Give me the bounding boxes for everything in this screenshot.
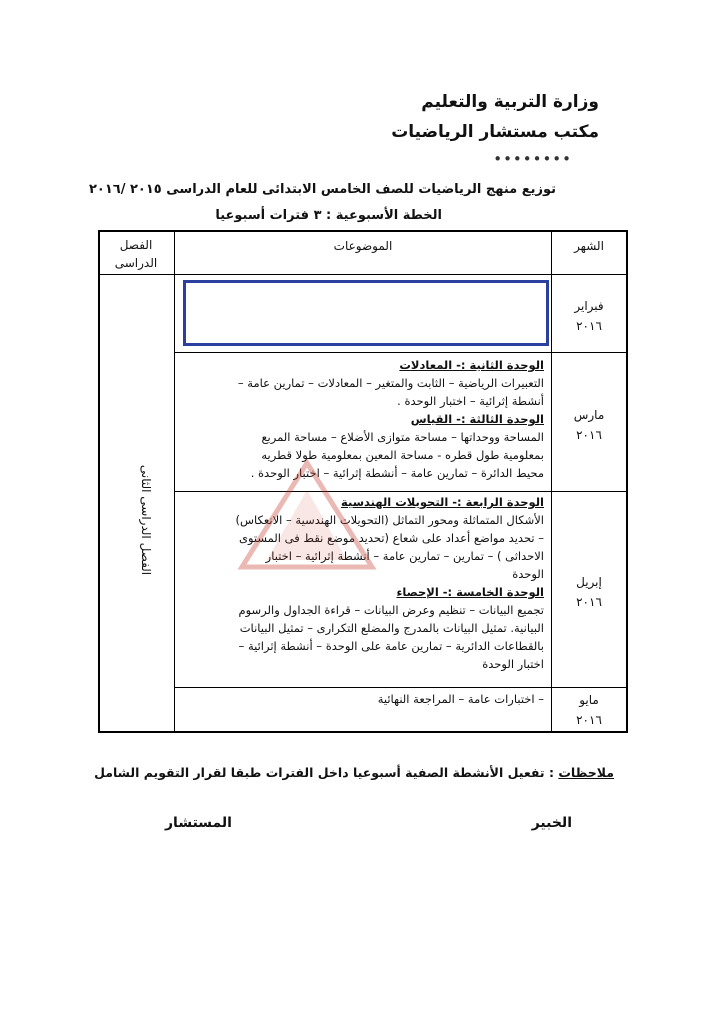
unit-title: الوحدة الرابعة :- التحويلات الهندسية: [341, 495, 544, 509]
month-february: فبراير ٢٠١٦: [574, 299, 604, 333]
topics-march: الوحدة الثانية :- المعادلات التعبيرات الرياضية – الثابت والمتغير – المعادلات – تمارين عامة – أنشطة إثرائية – اختبار الوحدة . الوحدة الثالثة :- القياس المساحة ووحداتها – مساحة متوازى الأضلاع – مساحة المربع بمعلومية طول قطره - مساحة المعين بمعلومية طولا قطريه محيط الدائرة – تمارين عامة – أنشطة إثرائية – اختبار الوحدة .: [180, 356, 544, 482]
header-topics: الموضوعات: [333, 239, 393, 253]
unit-title: الوحدة الثالثة :- القياس: [410, 412, 544, 426]
advisor-signature: المستشار: [165, 815, 232, 831]
notes-text: : تفعيل الأنشطة الصفية أسبوعيا داخل الفترات طبقا لقرار التقويم الشامل: [94, 765, 554, 780]
month-march: مارس ٢٠١٦: [573, 408, 605, 442]
separator-dots: ••••••••: [493, 150, 572, 168]
blank-box: [183, 280, 549, 346]
weekly-plan: الخطة الأسبوعية : ٣ فترات أسبوعيا: [215, 208, 442, 223]
unit-title: الوحدة الثانية :- المعادلات: [399, 358, 544, 372]
semester-label: الفصل الدراسى الثانى: [139, 464, 153, 576]
unit-title: الوحدة الخامسة :- الإحصاء: [396, 585, 544, 599]
expert-signature: الخبير: [531, 815, 572, 831]
office-name: مكتب مستشار الرياضيات: [391, 122, 599, 142]
ministry-name: وزارة التربية والتعليم: [421, 92, 599, 112]
header-semester: الفصل الدراسى: [114, 238, 158, 270]
notes-label: ملاحظات: [558, 765, 614, 780]
row-divider: [174, 352, 627, 353]
header-month: الشهر: [574, 239, 604, 253]
page-title: توزيع منهج الرياضيات للصف الخامس الابتدائى للعام الدراسى ٢٠١٥ /٢٠١٦: [88, 182, 556, 197]
topics-may: – اختبارات عامة – المراجعة النهائية: [377, 692, 544, 706]
month-april: إبريل ٢٠١٦: [576, 575, 602, 609]
header-divider: [99, 274, 627, 275]
notes: [94, 765, 614, 780]
topics-april: الوحدة الرابعة :- التحويلات الهندسية الأشكال المتماثلة ومحور التماثل (التحويلات الهندسية – الانعكاس) – تحديد مواضع أعداد على شعاع (تحديد موضع نقط فى المستوى الاحداثى ) – تمارين – تمارين عامة – أنشطة إثرائية – اختبار الوحدة الوحدة الخامسة :- الإحصاء تجميع البيانات – تنظيم وعرض البيانات – قراءة الجداول والرسوم البيانية. تمثيل البيانات بالمدرج والمضلع التكرارى – تمثيل البيانات بالقطاعات الدائرية – تمارين عامة على الوحدة – أنشطة إثرائية – اختبار الوحدة: [180, 493, 544, 673]
month-may: مايو ٢٠١٦: [576, 693, 602, 727]
watermark-logo-icon: [232, 455, 382, 575]
row-divider: [174, 687, 627, 688]
